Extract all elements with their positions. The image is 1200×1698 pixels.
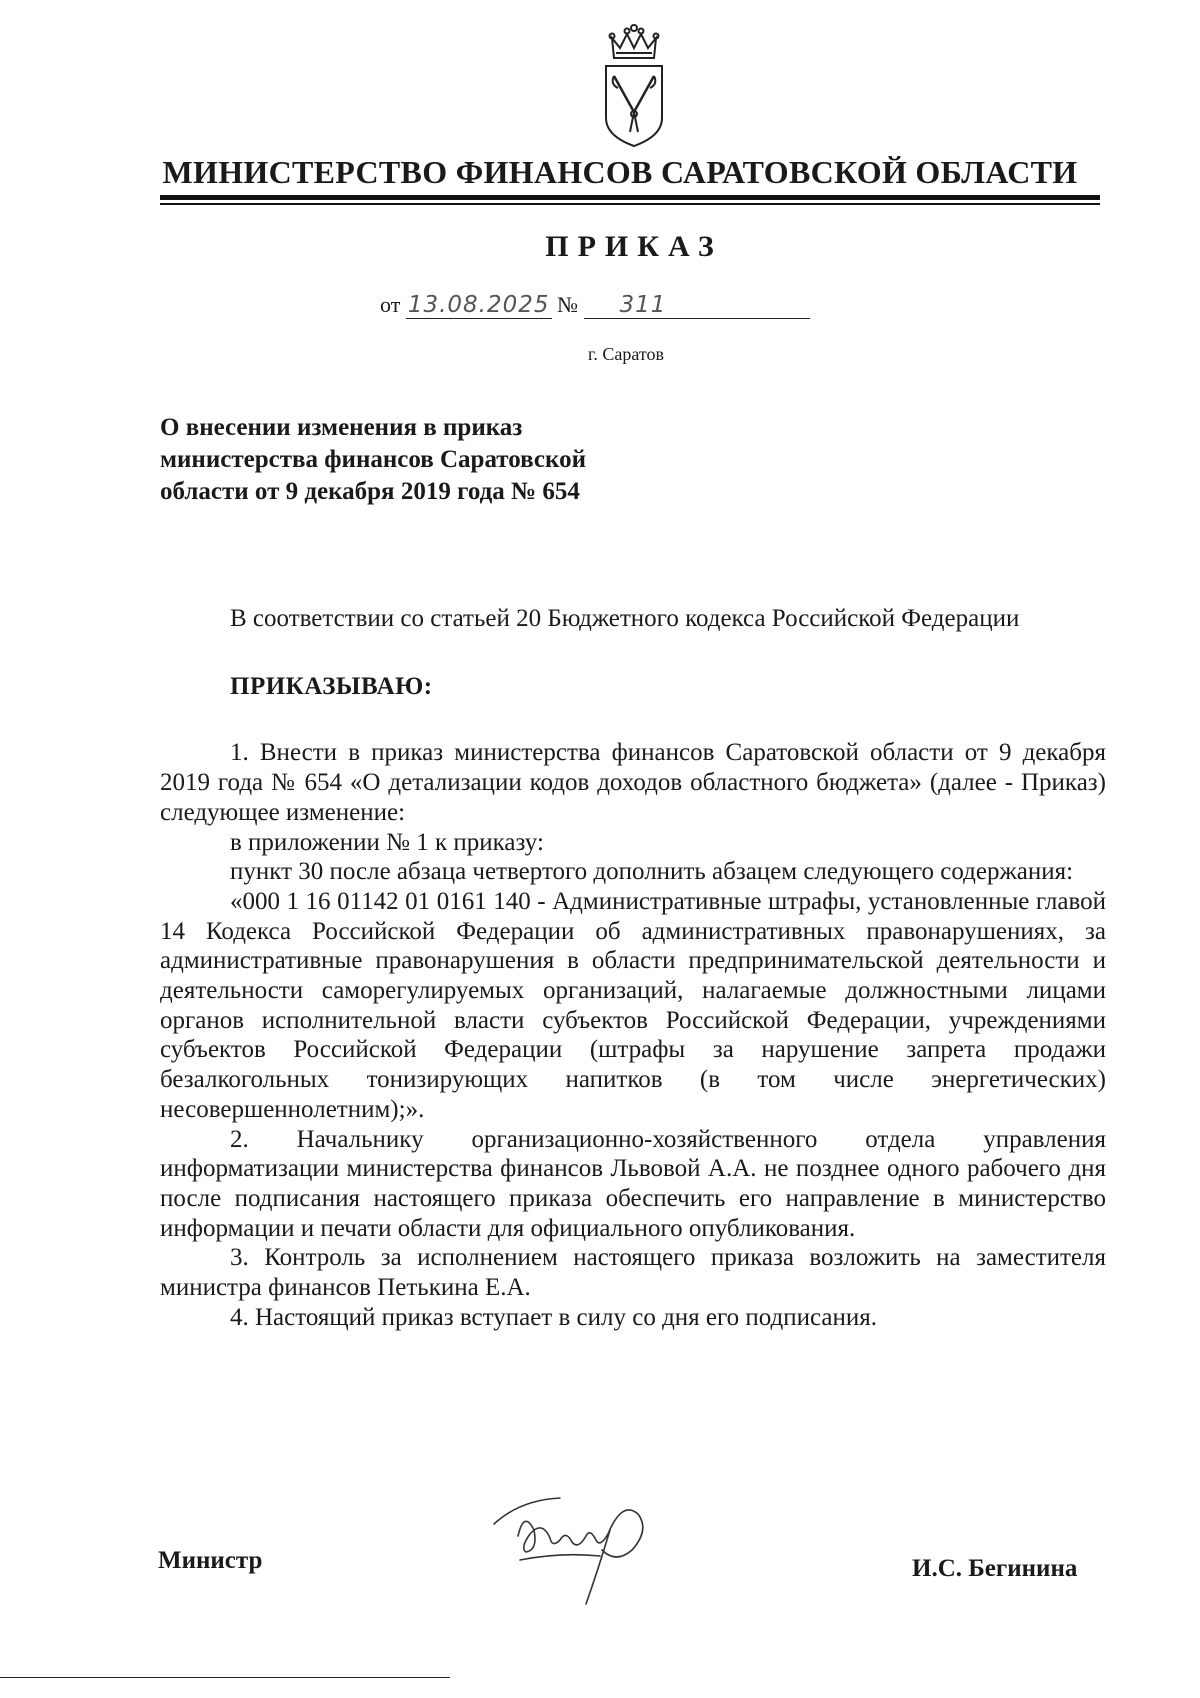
scan-edge-line <box>0 1677 450 1678</box>
order-number: 311 <box>584 292 810 319</box>
clause-1-subparagraph: пункт 30 после абзаца четвертого дополнить абзацем следующего содержания: <box>230 858 1074 886</box>
clause-1-subparagraph: в приложении № 1 к приказу: <box>230 828 544 856</box>
ministry-header: МИНИСТЕРСТВО ФИНАНСОВ САРАТОВСКОЙ ОБЛАСТИ <box>162 154 1078 190</box>
subject-line: области от 9 декабря 2019 года № 654 <box>160 478 580 505</box>
clause-1-quoted-text: «000 1 16 01142 01 0161 140 - Административные штрафы, установленные главой 14 Кодекса Российской Федерации об административных правонарушениях, за административные правонарушения в области предпринимательской деятельности и деятельности саморегулируемых организаций, налагаемые должностными лицами органов исполнительной власти субъектов Российской Федерации, учреждениями субъектов Российской Федерации (штрафы за нарушение запрета продажи безалкогольных тонизирующих напитков (в том числе энергетических) несовершеннолетним);». <box>160 887 1106 1123</box>
number-label: № <box>557 292 579 317</box>
clause-2: 2. Начальнику организационно-хозяйственного отдела управления информатизации министерства финансов Львовой А.А. не позднее одного рабочего дня после подписания настоящего приказа обеспечить его направление в министерство информации и печати области для официального опубликования. <box>160 1125 1106 1242</box>
order-date: 13.08.2025 <box>407 292 550 318</box>
command-heading: ПРИКАЗЫВАЮ: <box>230 672 433 700</box>
document-title: ПРИКАЗ <box>545 230 723 263</box>
place-of-issue: г. Саратов <box>588 344 664 364</box>
handwritten-signature <box>490 1490 690 1610</box>
subject-line: министерства финансов Саратовской <box>160 446 587 473</box>
subject-line: О внесении изменения в приказ <box>160 414 523 441</box>
header-rule-thick <box>160 195 1100 200</box>
clause-3: 3. Контроль за исполнением настоящего приказа возложить на заместителя министра финансов Петькина Е.А. <box>160 1244 1106 1302</box>
order-date-number-line <box>380 292 810 328</box>
date-label: от <box>380 292 401 317</box>
signatory-name: И.С. Бегинина <box>912 1555 1078 1582</box>
order-body <box>160 604 1106 1332</box>
coat-of-arms-emblem <box>598 22 670 150</box>
order-subject <box>160 412 720 508</box>
preamble-paragraph: В соответствии со статьей 20 Бюджетного кодекса Российской Федерации <box>230 605 1020 632</box>
clause-4: 4. Настоящий приказ вступает в силу со дня его подписания. <box>230 1303 878 1331</box>
clause-1: 1. Внести в приказ министерства финансов Саратовской области от 9 декабря 2019 года № 654 «О детализации кодов доходов областного бюджета» (далее - Приказ) следующее изменение: <box>160 739 1106 826</box>
header-rule-thin <box>160 203 1100 205</box>
signatory-title: Министр <box>158 1547 263 1574</box>
